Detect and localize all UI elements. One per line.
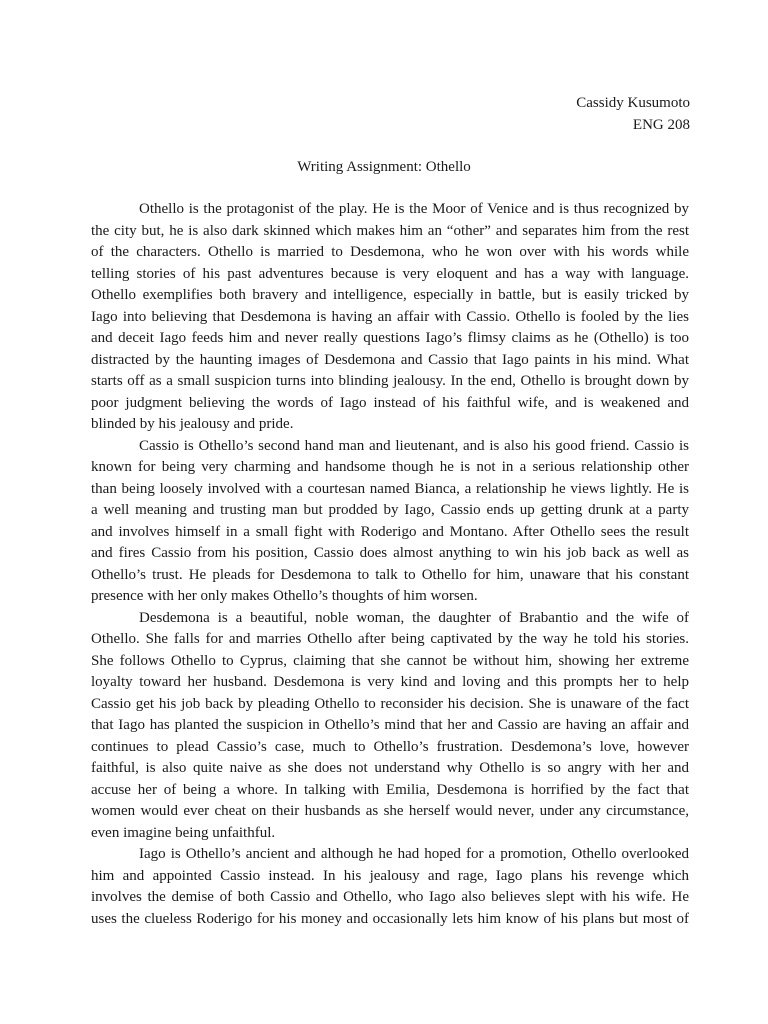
paragraph-line: than being loosely involved with a courtesan named Bianca, a relationship he views lightly. He is	[91, 480, 689, 497]
paragraph-line: accuse her of being a whore. In talking with Emilia, Desdemona is horrified by the fact that	[91, 781, 689, 798]
paragraph-line: faithful, is also quite naive as she does not understand why Othello is so angry with her and	[91, 760, 689, 776]
course-code: ENG 208	[632, 116, 690, 133]
paragraph-line: She follows Othello to Cyprus, claiming that she cannot be without him, showing her extreme	[91, 652, 689, 669]
paragraph-line: starts off as a small suspicion turns into blinding jealousy. In the end, Othello is brought down by	[91, 373, 689, 389]
paragraph-line: Othello’s trust. He pleads for Desdemona to talk to Othello for him, unaware that his constant	[91, 566, 689, 583]
paragraph-line: known for being very charming and handsome though he is not in a serious relationship other	[91, 459, 689, 475]
paragraph-line: involves the demise of both Cassio and Othello, who Iago also believes slept with his wife. He	[91, 889, 689, 905]
paragraph-line: of the characters. Othello is married to Desdemona, who he won over with his words while	[91, 244, 689, 260]
document-title: Writing Assignment: Othello	[297, 159, 471, 175]
paragraph	[91, 199, 689, 436]
paragraph-line: that Iago has planted the suspicion in Othello’s mind that her and Cassio are having an affair and	[91, 717, 689, 733]
paragraph-line: and involves himself in a small fight with Roderigo and Montano. After Othello sees the result	[91, 523, 689, 540]
paragraph-line: uses the clueless Roderigo for his money and occasionally lets him know of his plans but most of	[91, 910, 689, 927]
paragraph-line: distracted by the haunting images of Desdemona and Cassio that Iago paints in his mind. What	[91, 351, 689, 368]
paragraph-line: blinded by his jealousy and pride.	[91, 416, 294, 432]
paragraph	[91, 608, 689, 845]
paragraph-line: Iago into believing that Desdemona is having an affair with Cassio. Othello is fooled by the lies	[91, 308, 689, 325]
paragraph-line: Othello exemplifies both bravery and intelligence, especially in battle, but is easily tricked by	[91, 287, 689, 303]
document-header	[576, 93, 690, 136]
paragraph-line: Iago is Othello’s ancient and although he had hoped for a promotion, Othello overlooked	[139, 846, 689, 862]
document-body	[91, 199, 689, 930]
paragraph-line: the city but, he is also dark skinned which makes him an “other” and separates him from the rest	[91, 222, 689, 239]
paragraph-line: Cassio get his job back by pleading Othello to reconsider his decision. She is unaware of the fact	[91, 695, 689, 712]
paragraph-line: even imagine being unfaithful.	[91, 824, 276, 841]
paragraph	[91, 844, 689, 930]
paragraph-line: a well meaning and trusting man but prodded by Iago, Cassio ends up getting drunk at a party	[91, 502, 689, 518]
paragraph-line: telling stories of his past adventures because is very eloquent and has a way with language.	[91, 265, 689, 282]
paragraph-line: loyalty toward her husband. Desdemona is very kind and loving and this prompts her to help	[91, 674, 689, 690]
paragraph-line: and fires Cassio from his position, Cassio does almost anything to win his job back as well as	[91, 545, 689, 561]
paragraph-line: women would ever cheat on their husbands as she herself would never, under any circumstance,	[91, 803, 689, 819]
paragraph-line: poor judgment believing the words of Iago instead of his faithful wife, and is weakened and	[91, 394, 689, 411]
paragraph-line: Othello is the protagonist of the play. He is the Moor of Venice and is thus recognized by	[139, 201, 689, 217]
paragraph	[91, 436, 689, 608]
paragraph-line: Desdemona is a beautiful, noble woman, the daughter of Brabantio and the wife of	[139, 609, 689, 626]
paragraph-line: Othello. She falls for and marries Othello after being captivated by the way he told his stories.	[91, 631, 689, 647]
paragraph-line: presence with her only makes Othello’s thoughts of him worsen.	[91, 588, 478, 604]
paragraph-line: Cassio is Othello’s second hand man and lieutenant, and is also his good friend. Cassio is	[139, 437, 689, 454]
paragraph-line: him and appointed Cassio instead. In his jealousy and rage, Iago plans his revenge which	[91, 867, 689, 884]
author-name: Cassidy Kusumoto	[576, 95, 690, 111]
paragraph-line: continues to plead Cassio’s case, much to Othello’s frustration. Desdemona’s love, however	[91, 738, 689, 755]
paragraph-line: and deceit Iago feeds him and never really questions Iago’s flimsy claims as he (Othello) is too	[91, 330, 689, 346]
